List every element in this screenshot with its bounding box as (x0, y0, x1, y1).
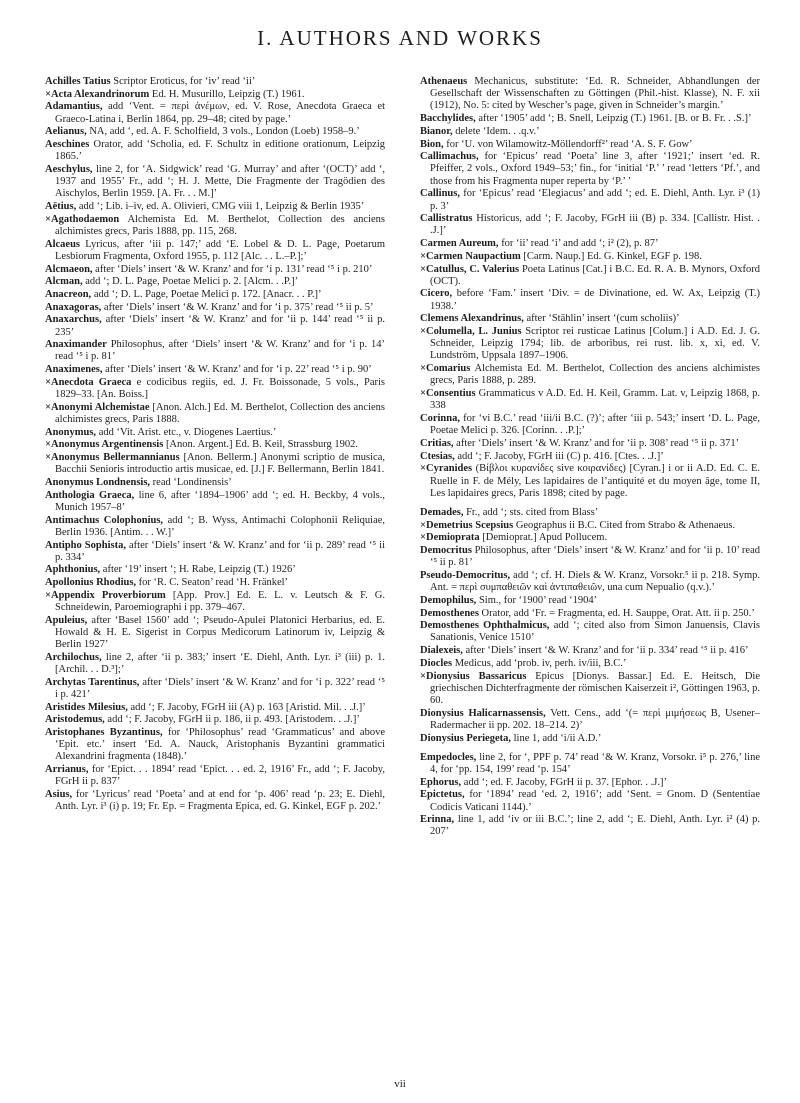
entry-text: after ‘Diels’ insert ‘& W. Kranz’ and for ‘ii p. 308’ read ‘⁵ ii p. 371’ (456, 437, 740, 449)
entry-headword: ×Anonymus Bellermannianus (45, 452, 180, 464)
entry-headword: Bacchylides, (420, 113, 476, 125)
entry-text: Mechanicus, substitute: ‘Ed. R. Schneider, Abhandlungen der Gesellschaft der Wissenschaften zu Göttingen (Phil.-hist. Klasse), N. F. xii (1912), No. 5: cited by Wescher’s page, given in Schneider’s margin.’ (430, 76, 760, 112)
entry-text: for ‘1894’ read ‘ed. 2, 1916’; add ‘Sent. = Gnom. D (Sententiae Codicis Vaticani 1144).’ (430, 789, 760, 813)
entry-headword: Aristophanes Byzantinus, (45, 727, 163, 739)
entry-text: add ‘Vent. = περὶ ἀνέμων, ed. V. Rose, Anecdota Graeca et Graeco-Latina i, Berlin 1864, pp. 29–48; cited by page.’ (55, 101, 386, 125)
entry-text: after ‘Diels’ insert ‘& W. Kranz’ and for ‘i p. 322’ read ‘⁵ i p. 421’ (55, 676, 386, 700)
entry-text: for ‘R. C. Seaton’ read ‘H. Fränkel’ (138, 577, 289, 589)
entry-headword: Adamantius, (45, 101, 103, 113)
entry-text: after ‘Stählin’ insert ‘(cum scholiis)’ (526, 313, 680, 325)
right-column (420, 76, 760, 839)
entry-text: line 1, add ‘iv or iii B.C.’; line 2, add ‘; E. Diehl, Anth. Lyr. i² (4) p. 207’ (430, 814, 761, 838)
entry-text: Orator, add ‘Fr. = Fragmenta, ed. H. Sauppe, Orat. Att. ii p. 250.’ (481, 607, 755, 619)
index-entry (45, 377, 385, 401)
entry-headword: ×Demetrius Scepsius (420, 519, 514, 531)
entry-text: [Demioprat.] Apud Pollucem. (482, 532, 608, 544)
entry-headword: Clemens Alexandrinus, (420, 313, 524, 325)
entry-headword: Anaximander (45, 339, 107, 351)
entry-headword: Callimachus, (420, 151, 479, 163)
entry-headword: Aristides Milesius, (45, 701, 128, 713)
entry-headword: Demosthenes Ophthalmicus, (420, 620, 550, 632)
entry-text: Orator, add ‘Scholia, ed. F. Schultz in editione orationum, Leipzig 1865.’ (55, 139, 386, 163)
index-entry (45, 289, 385, 301)
entry-text: Lyricus, after ‘iii p. 147;’ add ‘E. Lobel & D. L. Page, Poetarum Lesbiorum Fragmenta, Oxford 1955, p. 112 [Alc. . . L.–P.];’ (55, 238, 386, 262)
entry-text: add ‘; F. Jacoby, FGrH iii (C) p. 416. [Ctes. . .J.]’ (457, 450, 664, 462)
entry-text: after ‘Diels’ insert ‘& W. Kranz’ and for ‘ii p. 289’ read ‘⁵ ii p. 334’ (55, 539, 385, 563)
index-entry (420, 264, 760, 288)
entry-text: add ‘; D. L. Page, Poetae Melici p. 172. [Anacr. . . P.]’ (93, 288, 322, 300)
entry-headword: ×Catullus, C. Valerius (420, 263, 520, 275)
entry-headword: Aelianus, (45, 126, 87, 138)
entry-text: e codicibus regiis, ed. J. Fr. Boissonade, 5 vols., Paris 1829–33. [An. Boiss.] (55, 376, 386, 401)
index-entry (420, 113, 760, 125)
entry-headword: Apollonius Rhodius, (45, 577, 137, 589)
index-entry (420, 777, 760, 789)
entry-headword: Pseudo-Democritus, (420, 569, 511, 581)
entry-headword: ×Demioprata (420, 532, 480, 544)
index-entry (45, 101, 385, 125)
entry-headword: Demades, (420, 506, 464, 518)
entry-headword: Archytas Tarentinus, (45, 676, 140, 688)
entry-text: add ‘; cf. H. Diels & W. Kranz, Vorsokr.⁵ ii p. 218. Symp. Ant. = περὶ συμπαθειῶν καὶ ἀντιπαθειῶν, una cum Nepualio (q.v.).’ (430, 569, 761, 594)
entry-text: line 2, after ‘ii p. 383;’ insert ‘E. Diehl, Anth. Lyr. i³ (iii) p. 1. [Archil. . . D.³];’ (55, 651, 385, 676)
index-entry (45, 126, 385, 138)
entry-headword: Carmen Aureum, (420, 238, 499, 250)
index-entry (420, 363, 760, 387)
entry-text: for ‘U. von Wilamowitz-Möllendorff²’ read ‘A. S. F. Gow’ (446, 138, 693, 150)
entry-headword: Apuleius, (45, 614, 88, 626)
entry-text: Alchemista Ed. M. Berthelot, Collection des anciens alchimistes grecs, Paris 1888, pp. 115, 268. (55, 213, 385, 237)
entry-text: line 2, for ‘A. Sidgwick’ read ‘G. Murray’ and after ‘(OCT)’ add ‘, 1937 and 1955’ Fr., add ‘; H. J. Mette, Die Fragmente der Tragödien des Aischylos, Berlin 1959. [A. Fr. . . M.]’ (55, 163, 386, 200)
index-entry (420, 251, 760, 263)
entry-headword: ×Carmen Naupactium (420, 250, 521, 262)
entry-text: line 1, add ‘i/ii A.D.’ (513, 732, 602, 744)
entry-text: line 6, after ‘1894–1906’ add ‘; ed. H. Beckby, 4 vols., Munich 1957–8’ (55, 489, 386, 513)
entry-text: after ‘Diels’ insert ‘& W. Kranz’ and for ‘i p. 131’ read ‘⁵ i p. 210’ (95, 263, 373, 275)
entry-text: after ‘Basel 1560’ add ‘; Pseudo-Apulei Platonici Herbarius, ed. E. Howald & H. E. Sigerist in Corpus Medicorum Latinorum iv, Leipzig & Berlin 1927’ (55, 614, 386, 651)
entry-text: Ed. H. Musurillo, Leipzig (T.) 1961. (151, 88, 305, 100)
entry-text: add ‘; ed. F. Jacoby, FGrH ii p. 37. [Ephor. . .J.]’ (463, 776, 667, 788)
index-entry (45, 89, 385, 101)
index-entry (45, 339, 385, 363)
entry-headword: Callistratus (420, 213, 473, 225)
index-entry (45, 702, 385, 714)
entry-text: add ‘; D. L. Page, Poetae Melici p. 2. [Alcm. . .P.]’ (85, 276, 299, 288)
entry-text: for ‘vi B.C.’ read ‘iii/ii B.C. (?)’; after ‘iii p. 543;’ insert ‘D. L. Page, Poetae Melici p. 326. [Corinn. . .P.];’ (430, 412, 761, 437)
index-entry (420, 388, 760, 412)
index-entry (420, 413, 760, 437)
entry-headword: Anaximenes, (45, 364, 103, 376)
index-entry (420, 789, 760, 813)
entry-text: delete ‘Idem. . .q.v.’ (455, 125, 540, 137)
entry-text: for ‘Epicus’ read ‘Poeta’ line 3, after ‘1921;’ insert ‘ed. R. Pfeiffer, 2 vols., Oxford 1949–53;’ fin., for ‘initial ‘P.’ ’ read ‘letters ‘Pf.’, and those from his Fragmenta nuper reperta by ‘P.’ ’ (430, 151, 760, 187)
entry-headword: Bion, (420, 138, 444, 150)
entry-text: add ‘; cited also from Simon Januensis, Clavis Sanationis, Venice 1510’ (430, 620, 761, 644)
entry-headword: Bianor, (420, 125, 453, 137)
index-entry (420, 545, 760, 569)
entry-text: after ‘Diels’ insert ‘& W. Kranz’ and for ‘ii p. 334’ read ‘⁵ ii p. 416’ (465, 645, 749, 657)
index-entry (45, 402, 385, 426)
index-entry (45, 714, 385, 726)
entry-headword: ×Comarius (420, 363, 471, 375)
entry-headword: ×Anecdota Graeca (45, 376, 132, 388)
index-entry (45, 477, 385, 489)
entry-headword: ×Anonymi Alchemistae (45, 401, 150, 413)
entry-text: Alchemista Ed. M. Berthelot, Collection des anciens alchimistes grecs, Paris 1888, p. 289. (430, 363, 761, 387)
entry-text: before ‘Fam.’ insert ‘Div. = de Divinatione, ed. W. Ax, Leipzig (T.) 1938.’ (430, 288, 761, 312)
entry-headword: Corinna, (420, 412, 460, 424)
entry-text: Poeta Latinus [Cat.] i B.C. Ed. R. A. B. Mynors, Oxford (OCT). (430, 263, 760, 287)
entry-headword: Diocles (420, 657, 453, 669)
index-entry (420, 658, 760, 670)
index-entry (45, 314, 385, 338)
page-number: vii (394, 1078, 406, 1090)
entry-headword: ×Columella, L. Junius (420, 326, 522, 338)
entry-headword: Arrianus, (45, 764, 89, 776)
entry-headword: Demophilus, (420, 594, 477, 606)
index-entry (420, 188, 760, 212)
entry-headword: Aphthonius, (45, 564, 101, 576)
index-entry (420, 326, 760, 363)
entry-text: read ‘Londinensis’ (152, 477, 232, 488)
entry-text: add ‘; F. Jacoby, FGrH ii p. 186, ii p. 493. [Aristodem. . .J.]’ (107, 714, 360, 726)
index-entry (45, 577, 385, 589)
entry-headword: Demosthenes (420, 607, 479, 619)
index-entry (420, 570, 760, 594)
entry-headword: Dialexeis, (420, 645, 463, 657)
index-entry (45, 490, 385, 514)
index-entry (420, 139, 760, 151)
index-entry (45, 276, 385, 288)
entry-headword: ×Agathodaemon (45, 213, 120, 225)
entry-text: after ‘Diels’ insert ‘& W. Kranz’ and for ‘i p. 22’ read ‘⁵ i p. 90’ (105, 364, 372, 376)
entry-text: after ‘Diels’ insert ‘& W. Kranz’ and for ‘ii p. 144’ read ‘⁵ ii p. 235’ (55, 314, 385, 338)
entry-text: add ‘; Lib. i–iv, ed. A. Olivieri, CMG viii 1, Leipzig & Berlin 1935’ (78, 201, 365, 213)
entry-headword: Empedocles, (420, 751, 477, 763)
entry-headword: ×Appendix Proverbiorum (45, 589, 166, 601)
entry-text: Fr., add ‘; sts. cited from Blass’ (466, 506, 599, 518)
index-entry (420, 733, 760, 745)
entry-text: Grammaticus v A.D. Ed. H. Keil, Gramm. Lat. v, Leipzig 1868, p. 338 (430, 388, 761, 412)
page-heading: I. AUTHORS AND WORKS (257, 26, 543, 50)
entry-headword: Dionysius Halicarnassensis, (420, 707, 546, 719)
entry-headword: Antimachus Colophonius, (45, 514, 164, 526)
entry-headword: Aeschylus, (45, 163, 93, 175)
entry-text: line 2, for ‘, PPF p. 74’ read ‘& W. Kranz, Vorsokr. i⁵ p. 276,’ line 4, for ‘pp. 154, 199’ read ‘p. 154’ (430, 751, 760, 775)
entry-headword: Achilles Tatius (45, 76, 111, 87)
entry-headword: Anaxarchus, (45, 314, 102, 326)
entry-headword: Aëtius, (45, 201, 77, 213)
index-entry (420, 313, 760, 325)
index-entry (420, 451, 760, 463)
entry-text: [App. Prov.] Ed. E. L. v. Leutsch & F. G. Schneidewin, Paroemiographi i pp. 379–467. (55, 589, 386, 614)
index-entry (420, 645, 760, 657)
entry-text: after ‘1905’ add ‘; B. Snell, Leipzig (T.) 1961. [B. or B. Fr. . .S.]’ (478, 113, 752, 125)
entry-text: Sim., for ‘1900’ read ‘1904’ (478, 594, 598, 606)
entry-headword: ×Cyranides (420, 463, 473, 475)
index-entry (45, 239, 385, 263)
index-entry (420, 438, 760, 450)
index-entry (45, 264, 385, 276)
index-entry (45, 364, 385, 376)
index-entry (420, 752, 760, 776)
entry-headword: Epictetus, (420, 789, 465, 801)
index-entry (45, 677, 385, 701)
index-entry (420, 463, 760, 500)
entry-text: Scriptor rei rusticae Latinus [Colum.] i A.D. Ed. J. G. Schneider, Leipzig 1794; lib. de arboribus, rei rust. lib. x, xi, ed. V. Lundström, Uppsala 1897–1906. (430, 326, 761, 362)
entry-headword: ×Acta Alexandrinorum (45, 88, 150, 100)
index-entry (45, 76, 385, 88)
entry-headword: Cicero, (420, 288, 453, 300)
entry-headword: Aristodemus, (45, 714, 105, 726)
index-entry (45, 214, 385, 238)
entry-headword: Ctesias, (420, 450, 455, 462)
index-entry (45, 201, 385, 213)
entry-text: after ‘Diels’ insert ‘& W. Kranz’ and for ‘i p. 375’ read ‘⁵ ii p. 5’ (103, 301, 374, 313)
entry-headword: Critias, (420, 437, 454, 449)
entry-text: Vett. Cens., add ‘(= περὶ μιμήσεως B, Usener–Radermacher ii pp. 202. 18–214. 2)’ (430, 707, 761, 731)
entry-headword: Anacreon, (45, 288, 92, 300)
entry-text: for ‘Lyricus’ read ‘Poeta’ and at end for ‘p. 406’ read ‘p. 23; E. Diehl, Anth. Lyr. i³ (i) p. 19; Fr. Ep. = Fragmenta Epica, ed. G. Kinkel, EGF p. 202.’ (55, 789, 386, 813)
index-entry (45, 540, 385, 564)
index-entry (420, 532, 760, 544)
index-entry (420, 126, 760, 138)
entry-headword: Anaxagoras, (45, 301, 102, 313)
entry-headword: ×Dionysius Bassaricus (420, 670, 527, 682)
index-entry (45, 139, 385, 163)
entry-headword: Democritus (420, 545, 472, 557)
index-entry (420, 608, 760, 620)
entry-headword: Dionysius Periegeta, (420, 732, 511, 744)
index-entry (45, 727, 385, 764)
entry-text: [Anon. Alch.] Ed. M. Berthelot, Collection des anciens alchimistes grecs, Paris 1888. (55, 401, 385, 425)
entry-text: after ‘19’ insert ‘; H. Rabe, Leipzig (T.) 1926’ (102, 564, 296, 576)
entry-headword: Alcaeus (45, 238, 80, 250)
left-column (45, 76, 385, 814)
entry-headword: Callinus, (420, 188, 460, 200)
entry-headword: Athenaeus (420, 76, 468, 87)
index-entry (45, 302, 385, 314)
entry-text: (Βίβλοι κυρανίδες sive κοιρανίδες) [Cyran.] i or ii A.D. Ed. C. E. Ruelle in F. de Mély, Les lapidaires de l’antiquité et du moyen âge, tome II, Les lapidaires grecs, Paris 1898; cited by page. (430, 463, 760, 499)
entry-headword: ×Consentius (420, 388, 476, 400)
index-entry (420, 620, 760, 644)
index-entry (45, 652, 385, 676)
index-entry (420, 288, 760, 312)
index-entry (420, 507, 760, 519)
index-entry (420, 238, 760, 250)
entry-headword: Anonymus Londnensis, (45, 477, 151, 488)
entry-text: add ‘; B. Wyss, Antimachi Colophonii Reliquiae, Berlin 1936. [Antim. . . W.]’ (55, 514, 386, 538)
entry-text: for ‘Epicus’ read ‘Elegiacus’ and add ‘; ed. E. Diehl, Anth. Lyr. i³ (1) p. 3’ (430, 188, 761, 212)
entry-headword: Archilochus, (45, 651, 102, 663)
index-entry (45, 427, 385, 439)
index-entry (420, 595, 760, 607)
entry-text: Philosophus, after ‘Diels’ insert ‘& W. Kranz’ and for ‘i p. 14’ read ‘⁵ i p. 81’ (55, 339, 386, 363)
index-entry (420, 520, 760, 532)
index-entry (420, 151, 760, 188)
entry-text: for ‘Epict. . . 1894’ read ‘Epict. . . ed. 2, 1916’ Fr., add ‘; F. Jacoby, FGrH ii p. 837’ (55, 764, 385, 788)
index-entry (420, 708, 760, 732)
entry-text: Philosophus, after ‘Diels’ insert ‘& W. Kranz’ and for ‘ii p. 10’ read ‘⁵ ii p. 81’ (430, 545, 761, 569)
index-entry (45, 564, 385, 576)
entry-text: Geographus ii B.C. Cited from Strabo & Athenaeus. (515, 519, 736, 531)
entry-text: Historicus, add ‘; F. Jacoby, FGrH iii (B) p. 334. [Callistr. Hist. . .J.]’ (430, 213, 760, 237)
entry-text: add ‘; F. Jacoby, FGrH iii (A) p. 163 [Aristid. Mil. . .J.]’ (130, 701, 366, 713)
entry-text: [Anon. Argent.] Ed. B. Keil, Strassburg 1902. (165, 439, 359, 451)
entry-headword: Ephorus, (420, 776, 462, 788)
index-entry (45, 452, 385, 476)
entry-text: for ‘ii’ read ‘i’ and add ‘; i² (2), p. 87’ (501, 238, 659, 250)
entry-text: for ‘Philosophus’ read ‘Grammaticus’ and above ‘Epit. etc.’ insert ‘Ed. A. Nauck, Aristophanis Byzantini grammatici Alexandrini fragmenta (1848).’ (55, 727, 385, 763)
entry-headword: Antipho Sophista, (45, 539, 126, 551)
entry-text: add ‘Vit. Arist. etc., v. Diogenes Laertius.’ (98, 426, 277, 438)
entry-headword: Anonymus, (45, 426, 97, 438)
index-entry (420, 213, 760, 237)
index-entry (45, 515, 385, 539)
entry-headword: Erinna, (420, 814, 455, 826)
index-entry (45, 439, 385, 451)
index-entry (420, 814, 760, 838)
entry-headword: ×Anonymus Argentinensis (45, 439, 164, 451)
entry-headword: Alcman, (45, 276, 83, 288)
index-entry (45, 615, 385, 652)
index-entry (45, 789, 385, 813)
entry-headword: Alcmaeon, (45, 263, 93, 275)
entry-text: [Carm. Naup.] Ed. G. Kinkel, EGF p. 198. (523, 250, 702, 262)
entry-text: Scriptor Eroticus, for ‘iv’ read ‘ii’ (113, 76, 256, 87)
index-entry (45, 164, 385, 201)
entry-headword: Asius, (45, 789, 73, 801)
entry-text: [Anon. Bellerm.] Anonymi scriptio de musica, Bacchii Senioris introductio artis musicae, ed. [J.] F. Bellermann, Berlin 1841. (55, 452, 385, 476)
entry-headword: Anthologia Graeca, (45, 489, 135, 501)
entry-text: NA, add ‘, ed. A. F. Scholfield, 3 vols., London (Loeb) 1958–9.’ (89, 126, 360, 138)
index-entry (45, 590, 385, 614)
index-entry (420, 76, 760, 113)
entry-text: Epicus [Dionys. Bassar.] Ed. E. Heitsch, Die griechischen Dichterfragmente der römischen Kaiserzeit i², Göttingen 1963, p. 60. (430, 670, 761, 706)
index-entry (45, 764, 385, 788)
entry-headword: Aeschines (45, 139, 90, 151)
entry-text: Medicus, add ‘prob. iv, perh. iv/iii, B.C.’ (454, 657, 627, 669)
index-entry (420, 671, 760, 708)
